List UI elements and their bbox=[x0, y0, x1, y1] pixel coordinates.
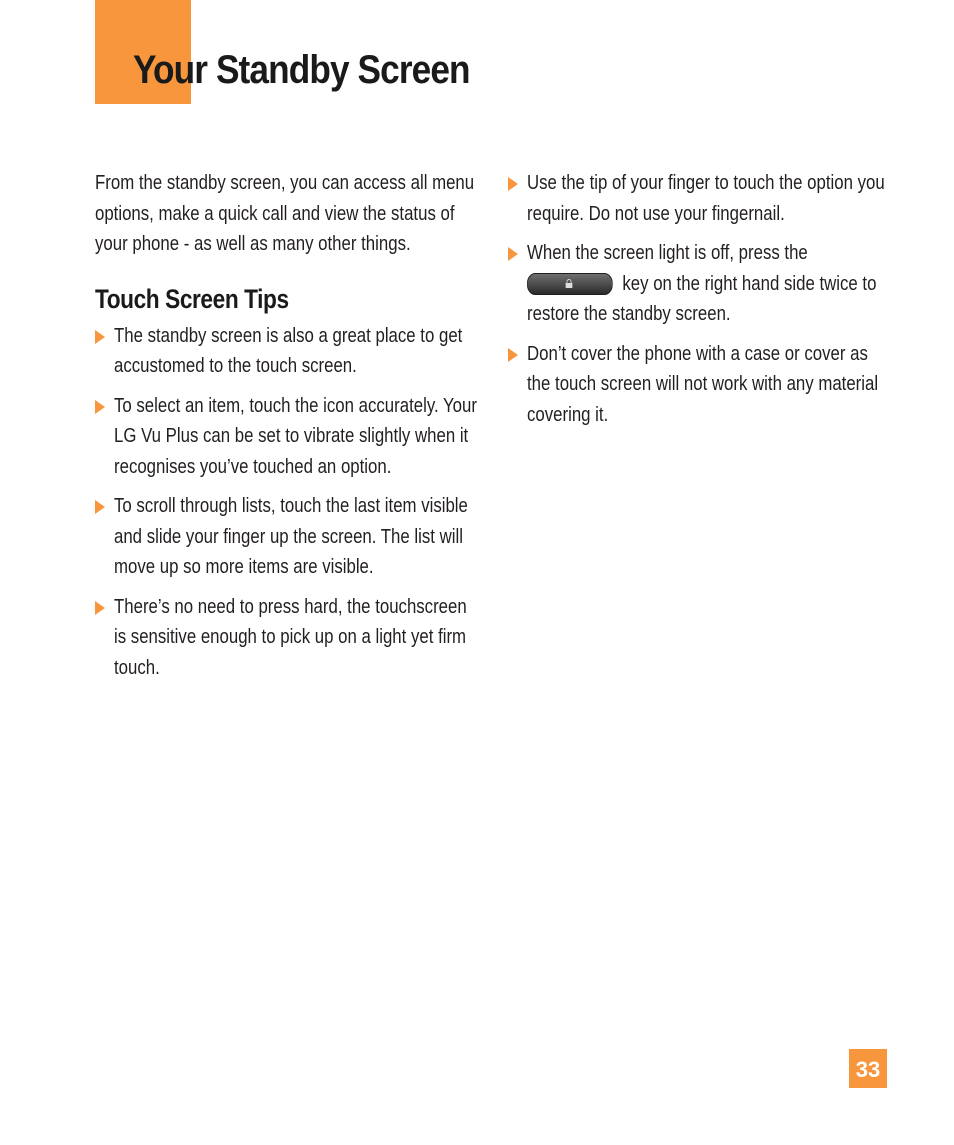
triangle-bullet-icon bbox=[95, 330, 105, 344]
list-item bbox=[508, 168, 893, 229]
intro-paragraph bbox=[95, 168, 480, 260]
list-item bbox=[95, 321, 480, 382]
list-item bbox=[508, 238, 893, 330]
list-item bbox=[508, 339, 893, 431]
triangle-bullet-icon bbox=[95, 400, 105, 414]
tips-list-left bbox=[95, 321, 480, 684]
list-item bbox=[95, 592, 480, 684]
list-item-text: There’s no need to press hard, the touchscreen is sensitive enough to pick up on a light yet firm touch. bbox=[114, 595, 467, 679]
triangle-bullet-icon bbox=[95, 500, 105, 514]
list-item bbox=[95, 491, 480, 583]
triangle-bullet-icon bbox=[508, 177, 518, 191]
list-item-text: To scroll through lists, touch the last item visible and slide your finger up the screen. The list will move up so more items are visible. bbox=[114, 495, 468, 578]
left-column bbox=[95, 168, 480, 692]
page-number: 33 bbox=[849, 1049, 887, 1088]
list-item-text: To select an item, touch the icon accurately. Your LG Vu Plus can be set to vibrate slightly when it recognises you’ve touched an option. bbox=[114, 394, 477, 478]
list-item-text: Don’t cover the phone with a case or cover as the touch screen will not work with any material covering it. bbox=[527, 342, 879, 426]
triangle-bullet-icon bbox=[95, 601, 105, 615]
list-item-text: When the screen light is off, press the bbox=[527, 242, 808, 264]
triangle-bullet-icon bbox=[508, 247, 518, 261]
page-title: Your Standby Screen bbox=[133, 48, 470, 92]
list-item-text-with-key bbox=[527, 238, 893, 330]
list-item-text: key on the right hand side twice to restore the standby screen. bbox=[527, 272, 877, 325]
intro-text: From the standby screen, you can access all menu options, make a quick call and view the status of your phone - as well as many other things. bbox=[95, 172, 475, 255]
lock-icon bbox=[566, 279, 573, 288]
triangle-bullet-icon bbox=[508, 348, 518, 362]
list-item-text: Use the tip of your finger to touch the option you require. Do not use your fingernail. bbox=[527, 172, 885, 225]
list-item-text: The standby screen is also a great place to get accustomed to the touch screen. bbox=[114, 324, 463, 377]
lock-key-icon bbox=[527, 273, 613, 295]
section-heading-text: Touch Screen Tips bbox=[95, 283, 289, 314]
list-item bbox=[95, 391, 480, 483]
section-heading bbox=[95, 284, 480, 315]
tips-list-right bbox=[508, 168, 893, 430]
right-column bbox=[508, 168, 893, 439]
